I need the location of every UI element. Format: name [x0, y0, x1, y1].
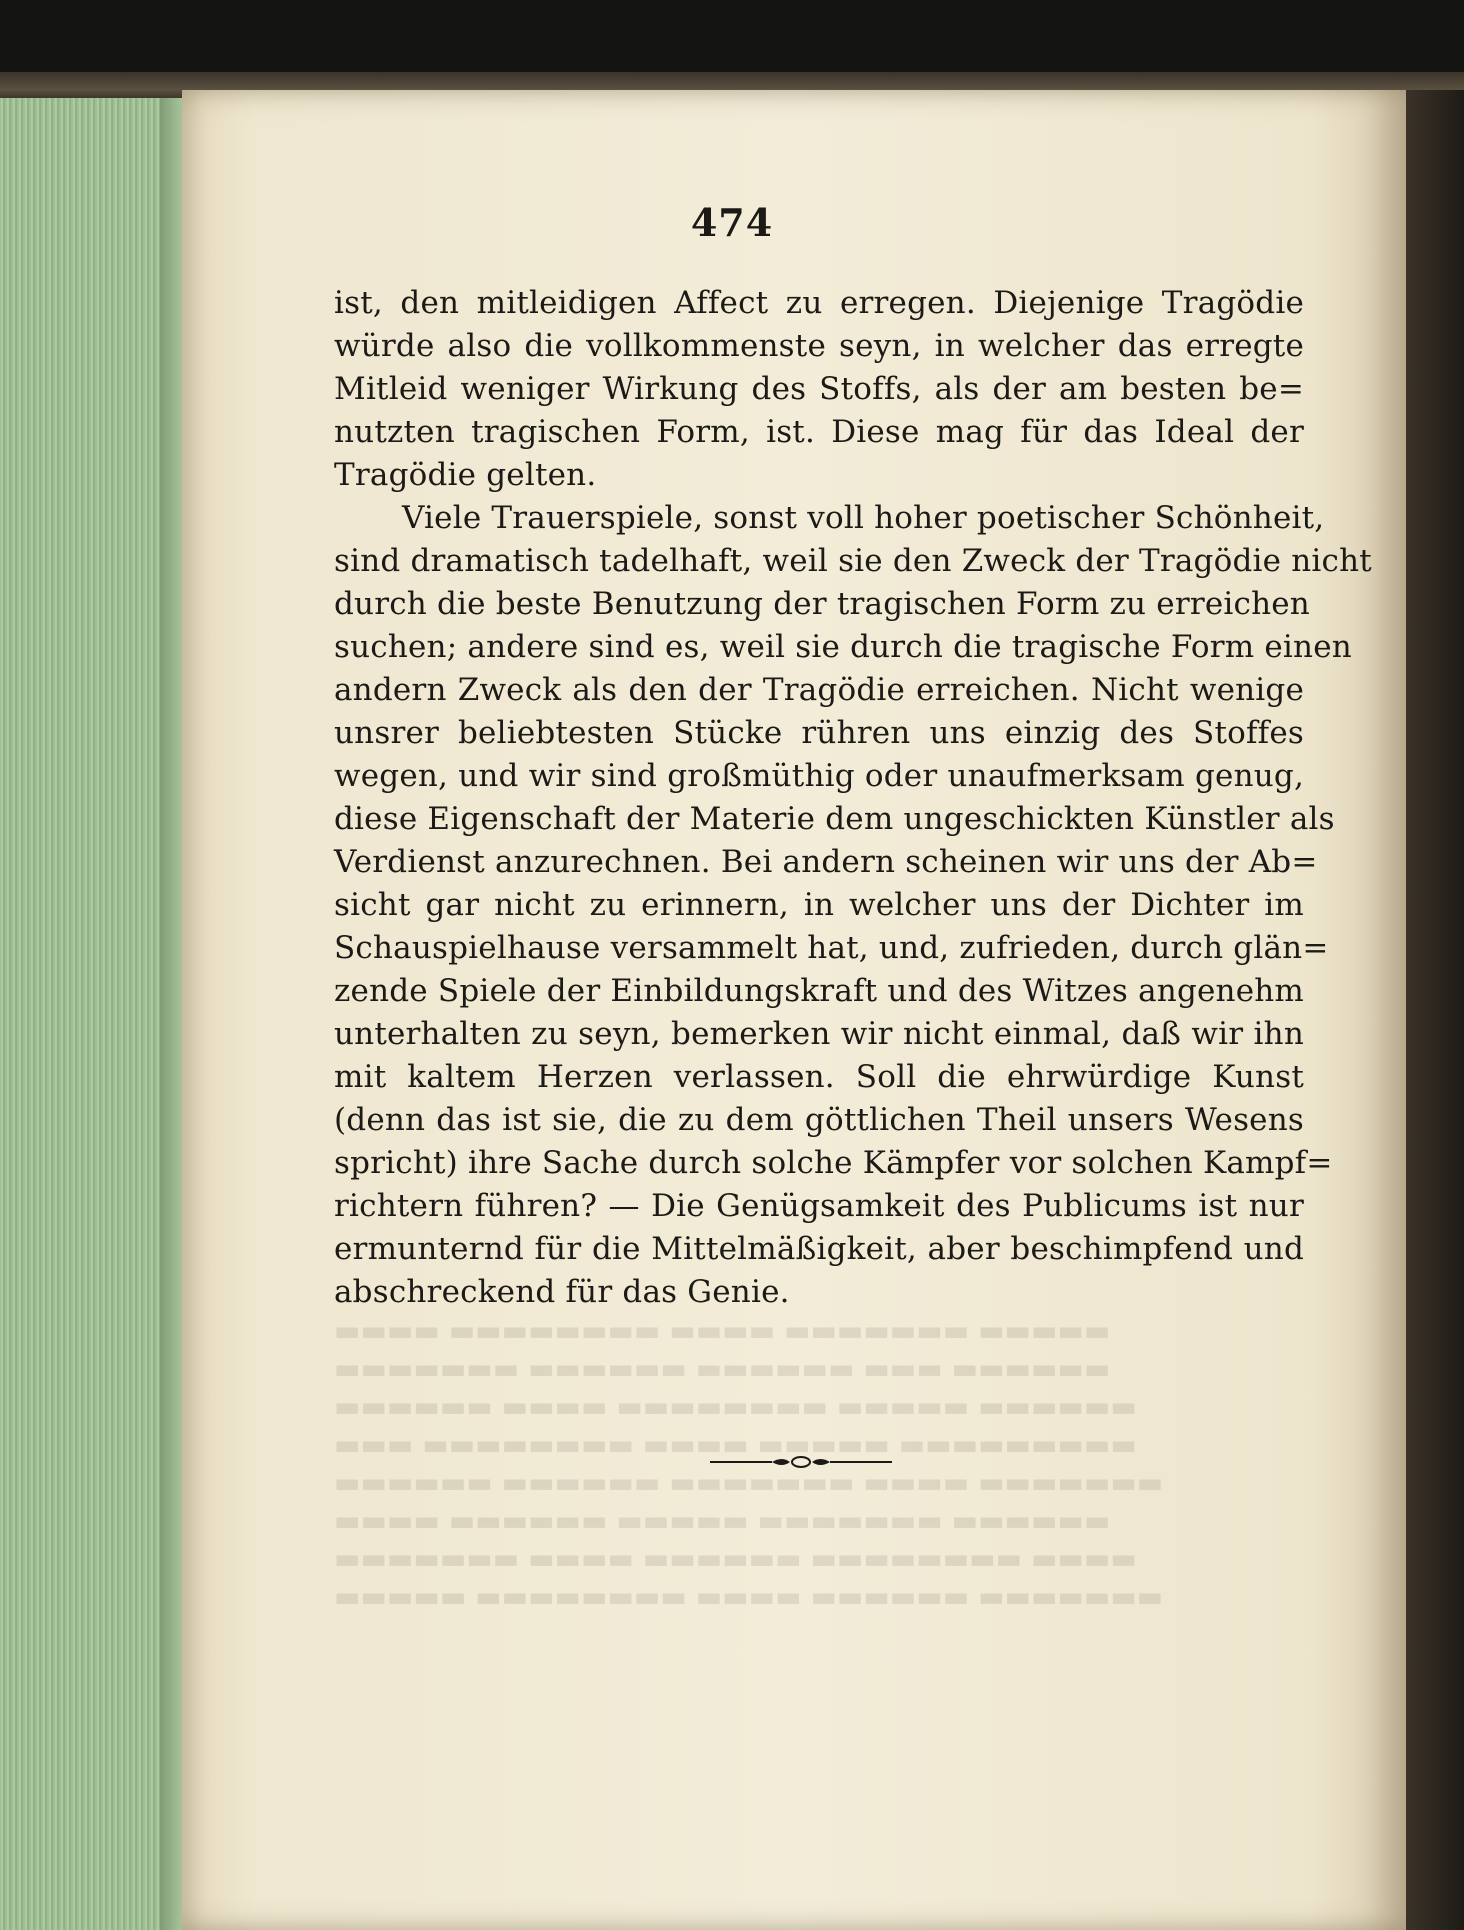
- text-line: sicht gar nicht zu erinnern, in welcher uns der Dichter im: [334, 887, 1304, 923]
- text-line: würde also die vollkommenste seyn, in welcher das erregte: [334, 328, 1304, 364]
- text-line: unterhalten zu seyn, bemerken wir nicht einmal, daß wir ihn: [334, 1016, 1304, 1052]
- text-line: ermunternd für die Mittelmäßigkeit, aber beschimpfend und: [334, 1231, 1304, 1267]
- text-line: andern Zweck als den der Tragödie erreichen. Nicht wenige: [334, 672, 1304, 708]
- text-line: richtern führen? — Die Genügsamkeit des Publicums ist nur: [334, 1188, 1304, 1224]
- text-line: suchen; andere sind es, weil sie durch die tragische Form einen: [334, 629, 1352, 665]
- book-binding-right: [1406, 90, 1464, 1930]
- page-number: 474: [690, 200, 774, 245]
- book-page-edges-inner: [160, 98, 182, 1930]
- text-line: (denn das ist sie, die zu dem göttlichen Theil unsers Wesens: [334, 1102, 1304, 1138]
- text-line: Verdienst anzurechnen. Bei andern scheinen wir uns der Ab=: [334, 844, 1318, 880]
- text-line: nutzten tragischen Form, ist. Diese mag für das Ideal der: [334, 414, 1304, 450]
- text-line: zende Spiele der Einbildungskraft und des Witzes angenehm: [334, 973, 1305, 1009]
- text-line: mit kaltem Herzen verlassen. Soll die ehrwürdige Kunst: [334, 1059, 1304, 1095]
- body-text: [334, 282, 1372, 1314]
- text-line: abschreckend für das Genie.: [334, 1274, 790, 1310]
- text-line: wegen, und wir sind großmüthig oder unaufmerksam genug,: [334, 758, 1304, 794]
- text-line: unsrer beliebtesten Stücke rühren uns einzig des Stoffes: [334, 715, 1304, 751]
- text-line: sind dramatisch tadelhaft, weil sie den Zweck der Tragödie nicht: [334, 543, 1372, 579]
- text-line: ist, den mitleidigen Affect zu erregen. Diejenige Tragödie: [334, 285, 1304, 321]
- text-line: spricht) ihre Sache durch solche Kämpfer vor solchen Kampf=: [334, 1145, 1333, 1181]
- book-page-edges: [0, 98, 182, 1930]
- text-line: Tragödie gelten.: [334, 457, 597, 493]
- text-line: diese Eigenschaft der Materie dem ungeschickten Künstler als: [334, 801, 1335, 837]
- text-line: Schauspielhause versammelt hat, und, zufrieden, durch glän=: [334, 930, 1329, 966]
- text-line: Viele Trauerspiele, sonst voll hoher poetischer Schönheit,: [402, 500, 1325, 536]
- bleed-through-texture: ▬▬▬▬ ▬▬▬▬▬▬▬▬ ▬▬▬▬ ▬▬▬▬▬▬▬ ▬▬▬▬▬ ▬▬▬▬▬▬▬ ▬▬▬▬▬▬ ▬▬▬▬▬▬ ▬▬▬ ▬▬▬▬▬▬ ▬▬▬▬▬▬ ▬▬▬▬ ▬▬▬▬▬▬▬▬ ▬▬▬▬▬ ▬▬▬▬▬▬ ▬▬▬ ▬▬▬▬▬▬▬▬ ▬▬▬▬ ▬▬▬▬▬ ▬▬▬▬▬▬▬▬▬ ▬▬▬▬▬▬ ▬▬▬▬▬▬ ▬▬▬▬▬▬▬ ▬▬▬▬ ▬▬▬▬▬▬▬ ▬▬▬▬ ▬▬▬▬▬▬ ▬▬▬▬▬ ▬▬▬▬▬▬▬ ▬▬▬▬▬▬ ▬▬▬▬▬▬▬ ▬▬▬▬ ▬▬▬▬▬▬ ▬▬▬▬▬▬▬▬ ▬▬▬▬ ▬▬▬▬▬ ▬▬▬▬▬▬▬▬ ▬▬▬▬ ▬▬▬▬▬▬ ▬▬▬▬▬▬▬: [334, 1314, 1164, 1613]
- text-line: durch die beste Benutzung der tragischen Form zu erreichen: [334, 586, 1310, 622]
- text-line: Mitleid weniger Wirkung des Stoffs, als der am besten be=: [334, 371, 1304, 407]
